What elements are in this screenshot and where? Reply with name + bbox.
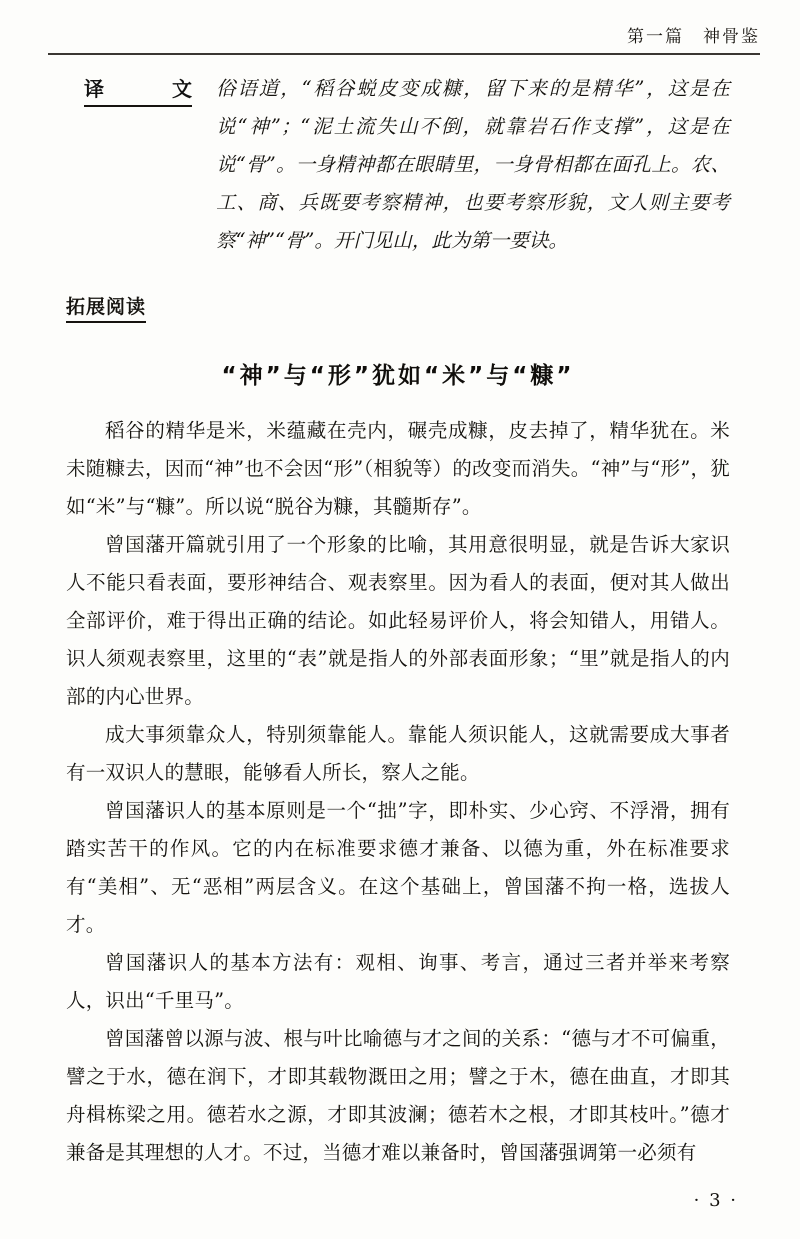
page-number: · 3 · — [693, 1190, 738, 1211]
extended-reading-label: 拓展阅读 — [66, 292, 146, 323]
body-paragraph: 曾国藩开篇就引用了一个形象的比喻，其用意很明显，就是告诉大家识人不能只看表面，要形神结合、观表察里。因为看人的表面，便对其人做出全部评价，难于得出正确的结论。如此轻易评价人，将会知错人，用错人。识人须观表察里，这里的“表”就是指人的外部表面形象；“里”就是指人的内部的内心世界。 — [66, 533, 730, 708]
article-title: “神”与“形”犹如“米”与“糠” — [221, 363, 575, 389]
body-paragraph: 曾国藩识人的基本原则是一个“拙”字，即朴实、少心窍、不浮滑，拥有踏实苦干的作风。它的内在标准要求德才兼备、以德为重，外在标准要求有“美相”、无“恶相”两层含义。在这个基础上，曾国藩不拘一格，选拔人才。 — [66, 799, 730, 936]
extended-reading-section — [66, 260, 730, 1172]
header-divider-rule — [48, 53, 760, 55]
body-paragraph: 稻谷的精华是米，米蕴藏在壳内，碾壳成糠，皮去掉了，精华犹在。米未随糠去，因而“神”也不会因“形”（相貌等）的改变而消失。“神”与“形”，犹如“米”与“糠”。所以说“脱谷为糠，其髓斯存”。 — [66, 419, 730, 518]
running-header — [48, 22, 760, 56]
translation-label: 译文 — [84, 73, 192, 107]
body-paragraph: 曾国藩曾以源与波、根与叶比喻德与才之间的关系：“德与才不可偏重，譬之于水，德在润下，才即其载物溉田之用；譬之于木，德在曲直，才即其舟楫栋梁之用。德若水之源，才即其波澜；德若木之根，才即其枝叶。”德才兼备是其理想的人才。不过，当德才难以兼备时，曾国藩强调第一必须有 — [66, 1027, 730, 1164]
page-body — [66, 66, 730, 1172]
translation-text: 俗语道，“稻谷蜕皮变成糠，留下来的是精华”，这是在说“神”；“泥土流失山不倒，就靠岩石作支撑”，这是在说“骨”。一身精神都在眼睛里，一身骨相都在面孔上。农、工、商、兵既要考察精神，也要考察形貌，文人则主要考察“神”“骨”。开门见山，此为第一要诀。 — [216, 77, 730, 252]
translation-block — [66, 70, 730, 260]
body-paragraph: 曾国藩识人的基本方法有：观相、询事、考言，通过三者并举来考察人，识出“千里马”。 — [66, 951, 730, 1012]
body-paragraph: 成大事须靠众人，特别须靠能人。靠能人须识能人，这就需要成大事者有一双识人的慧眼，能够看人所长，察人之能。 — [66, 723, 730, 784]
header-chapter-title: 第一篇 神骨鉴 — [627, 27, 760, 47]
